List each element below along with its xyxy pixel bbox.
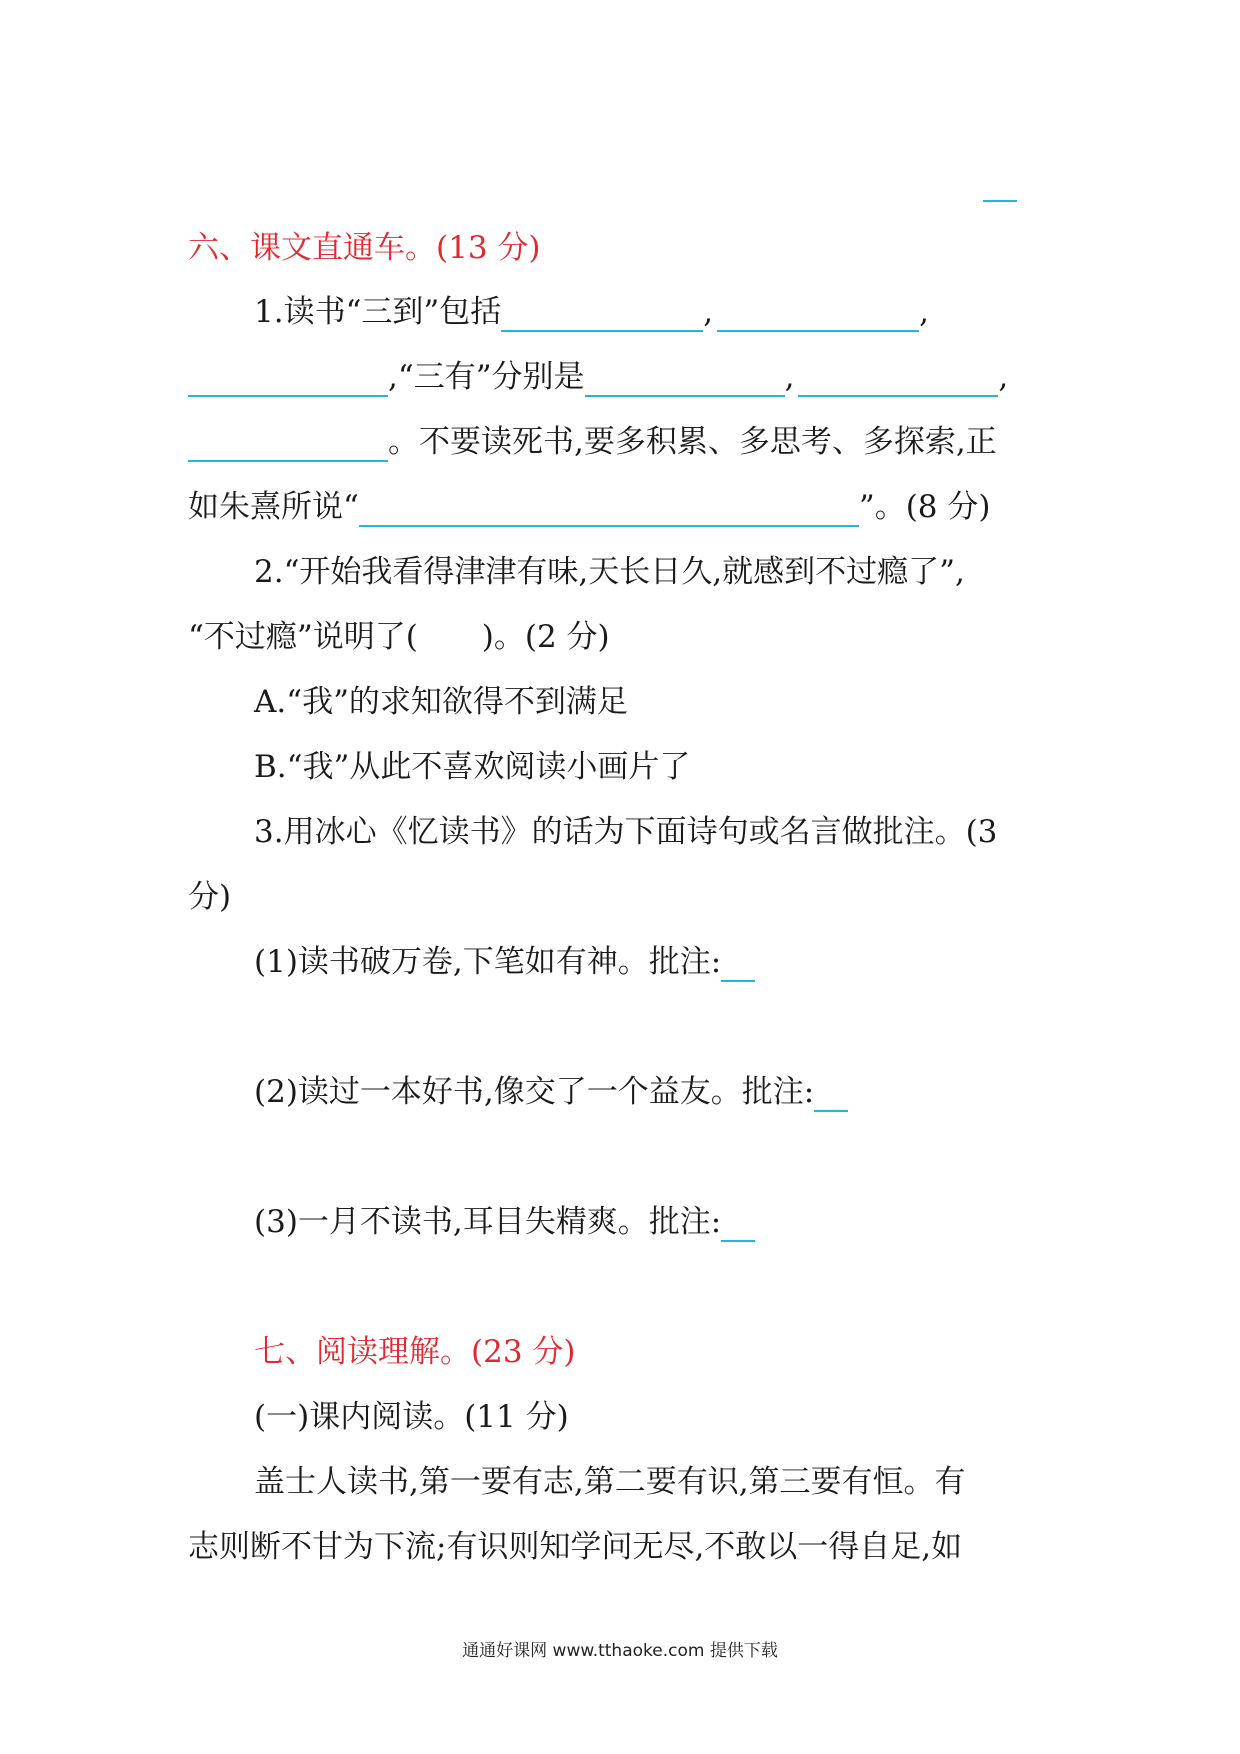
comma: , (703, 294, 714, 330)
answer-blank[interactable] (798, 363, 998, 397)
q2-line-1: 2.“开始我看得津津有味,天长日久,就感到不过瘾了”, (254, 554, 965, 590)
annotation-blank[interactable] (814, 1078, 848, 1112)
q3-line-1: 3.用冰心《忆读书》的话为下面诗句或名言做批注。(3 (254, 814, 998, 850)
q3-line-2: 分) (188, 879, 232, 915)
answer-blank[interactable] (501, 298, 703, 332)
passage-line-2: 志则断不甘为下流;有识则知学问无尽,不敢以一得自足,如 (188, 1529, 963, 1565)
top-blank-mark (983, 198, 1017, 202)
q3-item-1-text: (1)读书破万卷,下笔如有神。批注: (254, 944, 722, 980)
comma: , (784, 359, 795, 395)
answer-blank[interactable] (585, 363, 785, 397)
q2-line-2 (188, 617, 610, 657)
annotation-blank[interactable] (721, 1208, 755, 1242)
answer-blank-long[interactable] (359, 493, 859, 527)
q1-line-3 (188, 422, 997, 462)
q3-item-2 (254, 1072, 848, 1112)
q1-line-1 (254, 292, 929, 332)
q3-item-1 (254, 942, 755, 982)
q2-option-b: B.“我”从此不喜欢阅读小画片了 (254, 749, 691, 785)
footer-credit: 通通好课网 www.tthaoke.com 提供下载 (462, 1641, 778, 1661)
subsection-in-class-reading: (一)课内阅读。(11 分) (254, 1399, 569, 1435)
section-seven-title: 七、阅读理解。(23 分) (254, 1334, 576, 1370)
q1-line-2 (188, 357, 1008, 397)
q1-prompt: 1.读书“三到”包括 (254, 294, 502, 330)
q3-item-3-text: (3)一月不读书,耳目失精爽。批注: (254, 1204, 722, 1240)
comma: , (998, 359, 1009, 395)
answer-blank[interactable] (188, 428, 388, 462)
q1-continuation: 。不要读死书,要多积累、多思考、多探索,正 (388, 424, 997, 460)
annotation-blank[interactable] (721, 948, 755, 982)
q2-option-a: A.“我”的求知欲得不到满足 (254, 684, 628, 720)
q1-score: ”。(8 分) (858, 489, 991, 525)
q2-prompt: “不过瘾”说明了( (188, 619, 418, 655)
answer-blank[interactable] (717, 298, 919, 332)
passage-line-1: 盖士人读书,第一要有志,第二要有识,第三要有恒。有 (254, 1464, 966, 1500)
q1-quote-intro: 如朱熹所说“ (188, 489, 359, 525)
q1-three-have-label: ,“三有”分别是 (388, 359, 585, 395)
q3-item-3 (254, 1202, 755, 1242)
q2-score: )。(2 分) (481, 619, 610, 655)
q1-line-4 (188, 487, 990, 527)
answer-blank[interactable] (188, 363, 388, 397)
q3-item-2-text: (2)读过一本好书,像交了一个益友。批注: (254, 1074, 815, 1110)
comma: , (919, 294, 929, 330)
section-six-title: 六、课文直通车。(13 分) (188, 230, 541, 266)
